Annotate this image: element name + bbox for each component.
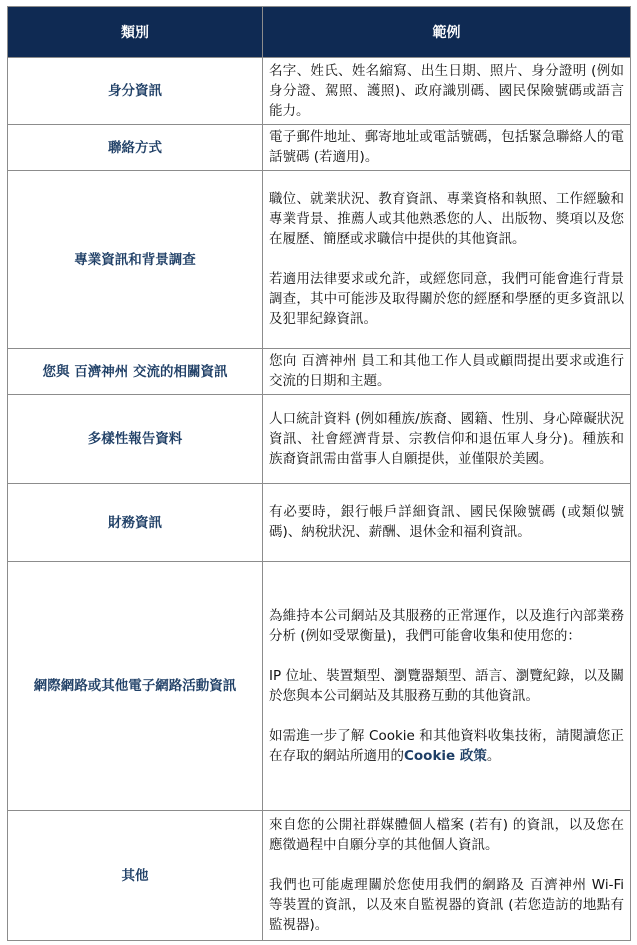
example-text: 職位、就業狀況、教育資訊、專業資格和執照、工作經驗和專業背景、推薦人或其他熟悉您的人、出版物、獎項以及您在履歷、簡歷或求職信中提供的其他資訊。 <box>269 191 624 247</box>
examples-cell <box>263 58 631 125</box>
table-row <box>8 171 631 349</box>
examples-cell <box>263 395 631 484</box>
example-text: 有必要時，銀行帳戶詳細資訊、國民保險號碼 (或類似號碼)、納稅狀況、薪酬、退休金和福利資訊。 <box>269 504 624 540</box>
personal-info-table <box>7 6 631 941</box>
examples-cell <box>263 171 631 349</box>
cookie-policy-link[interactable]: Cookie 政策 <box>404 747 487 764</box>
example-text: 若適用法律要求或允許，或經您同意，我們可能會進行背景調查，其中可能涉及取得關於您的經歷和學歷的更多資訊以及犯罪紀錄資訊。 <box>269 271 624 327</box>
category-cell: 您與 百濟神州 交流的相關資訊 <box>8 349 263 395</box>
examples-cell <box>263 562 631 811</box>
example-text: 名字、姓氏、姓名縮寫、出生日期、照片、身分證明 (例如身分證、駕照、護照)、政府識別碼、國民保險號碼或語言能力。 <box>269 62 624 119</box>
category-cell: 財務資訊 <box>8 484 263 562</box>
table-row <box>8 349 631 395</box>
example-text: 您向 百濟神州 員工和其他工作人員或顧問提出要求或進行交流的日期和主題。 <box>269 353 624 389</box>
column-header-examples: 範例 <box>263 7 631 58</box>
example-text: 我們也可能處理關於您使用我們的網路及 百濟神州 Wi-Fi 等裝置的資訊，以及來自監視器的資訊 (若您造訪的地點有監視器)。 <box>269 877 624 933</box>
column-header-category: 類別 <box>8 7 263 58</box>
table-header-row <box>8 7 631 58</box>
example-text: 人口統計資料 (例如種族/族裔、國籍、性別、身心障礙狀況資訊、社會經濟背景、宗教信仰和退伍軍人身分)。種族和族裔資訊需由當事人自願提供，並僅限於美國。 <box>269 410 624 467</box>
example-text: 來自您的公開社群媒體個人檔案 (若有) 的資訊，以及您在應徵過程中自願分享的其他個人資訊。 <box>269 817 624 853</box>
table-row <box>8 58 631 125</box>
table-row <box>8 811 631 941</box>
cookie-paragraph <box>269 726 624 766</box>
examples-cell <box>263 484 631 562</box>
examples-cell <box>263 125 631 171</box>
table-row <box>8 395 631 484</box>
example-text: 為維持本公司網站及其服務的正常運作，以及進行內部業務分析 (例如受眾衡量)，我們可能會收集和使用您的： <box>269 607 624 644</box>
cookie-text-end: 。 <box>486 747 501 764</box>
example-text: 電子郵件地址、郵寄地址或電話號碼，包括緊急聯絡人的電話號碼 (若適用)。 <box>269 129 624 165</box>
example-text: IP 位址、裝置類型、瀏覽器類型、語言、瀏覽紀錄，以及關於您與本公司網站及其服務互動的其他資訊。 <box>269 667 624 704</box>
table-row <box>8 562 631 811</box>
category-cell: 專業資訊和背景調查 <box>8 171 263 349</box>
examples-cell <box>263 811 631 941</box>
examples-cell <box>263 349 631 395</box>
category-cell: 聯絡方式 <box>8 125 263 171</box>
cookie-text: 如需進一步了解 Cookie 和其他資料收集技術，請閱讀您正在存取的網站所適用的 <box>269 727 624 764</box>
table-row <box>8 125 631 171</box>
category-cell: 網際網路或其他電子網路活動資訊 <box>8 562 263 811</box>
category-cell: 身分資訊 <box>8 58 263 125</box>
category-cell: 其他 <box>8 811 263 941</box>
category-cell: 多樣性報告資料 <box>8 395 263 484</box>
table-row <box>8 484 631 562</box>
